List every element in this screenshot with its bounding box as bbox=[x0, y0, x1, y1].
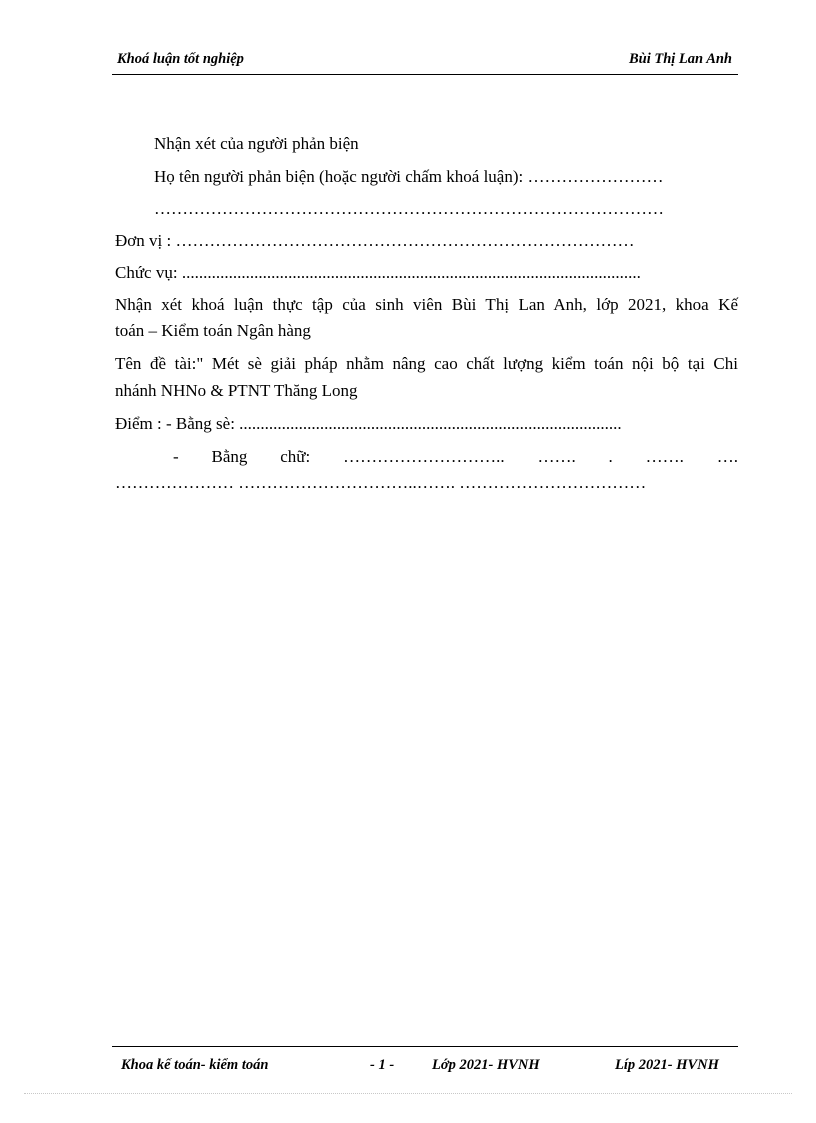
reviewer-section-title: Nhận xét của người phản biện bbox=[154, 134, 359, 153]
footer-divider bbox=[112, 1046, 738, 1047]
score-number-line: Điểm : - Bằng sè: .......................................................................................... bbox=[115, 414, 622, 433]
footer-page-number: - 1 - bbox=[370, 1057, 395, 1073]
score-words-line-1: - Bằng chữ: ……………………….. ……. . ……. …. bbox=[173, 447, 738, 466]
header-left-title: Khoá luận tốt nghiệp bbox=[117, 51, 244, 67]
footer-class-1: Lớp 2021- HVNH bbox=[432, 1057, 540, 1073]
comment-line-2: toán – Kiểm toán Ngân hàng bbox=[115, 321, 311, 340]
page-bottom-border bbox=[24, 1093, 792, 1094]
position-line: Chức vụ: ............................................................................................................ bbox=[115, 263, 641, 282]
reviewer-name-line: Họ tên người phản biện (hoặc người chấm khoá luận): …………………… bbox=[154, 167, 664, 186]
topic-line-1: Tên đề tài:" Mét sè giải pháp nhằm nâng cao chất lượng kiểm toán nội bộ tại Chi bbox=[115, 354, 738, 373]
header-divider bbox=[112, 74, 738, 75]
comment-line-1: Nhận xét khoá luận thực tập của sinh viên Bùi Thị Lan Anh, lớp 2021, khoa Kế bbox=[115, 295, 738, 314]
reviewer-name-continuation: ……………………………………………………………………………… bbox=[154, 199, 664, 218]
unit-line: Đơn vị : ……………………………………………………………………… bbox=[115, 231, 635, 250]
footer-department: Khoa kế toán- kiểm toán bbox=[121, 1057, 269, 1073]
footer-class-2: Líp 2021- HVNH bbox=[615, 1057, 719, 1073]
score-words-line-2: ………………… …………………………..……. …………………………… bbox=[115, 473, 647, 492]
header-author: Bùi Thị Lan Anh bbox=[628, 51, 732, 67]
topic-line-2: nhánh NHNo & PTNT Thăng Long bbox=[115, 381, 358, 400]
